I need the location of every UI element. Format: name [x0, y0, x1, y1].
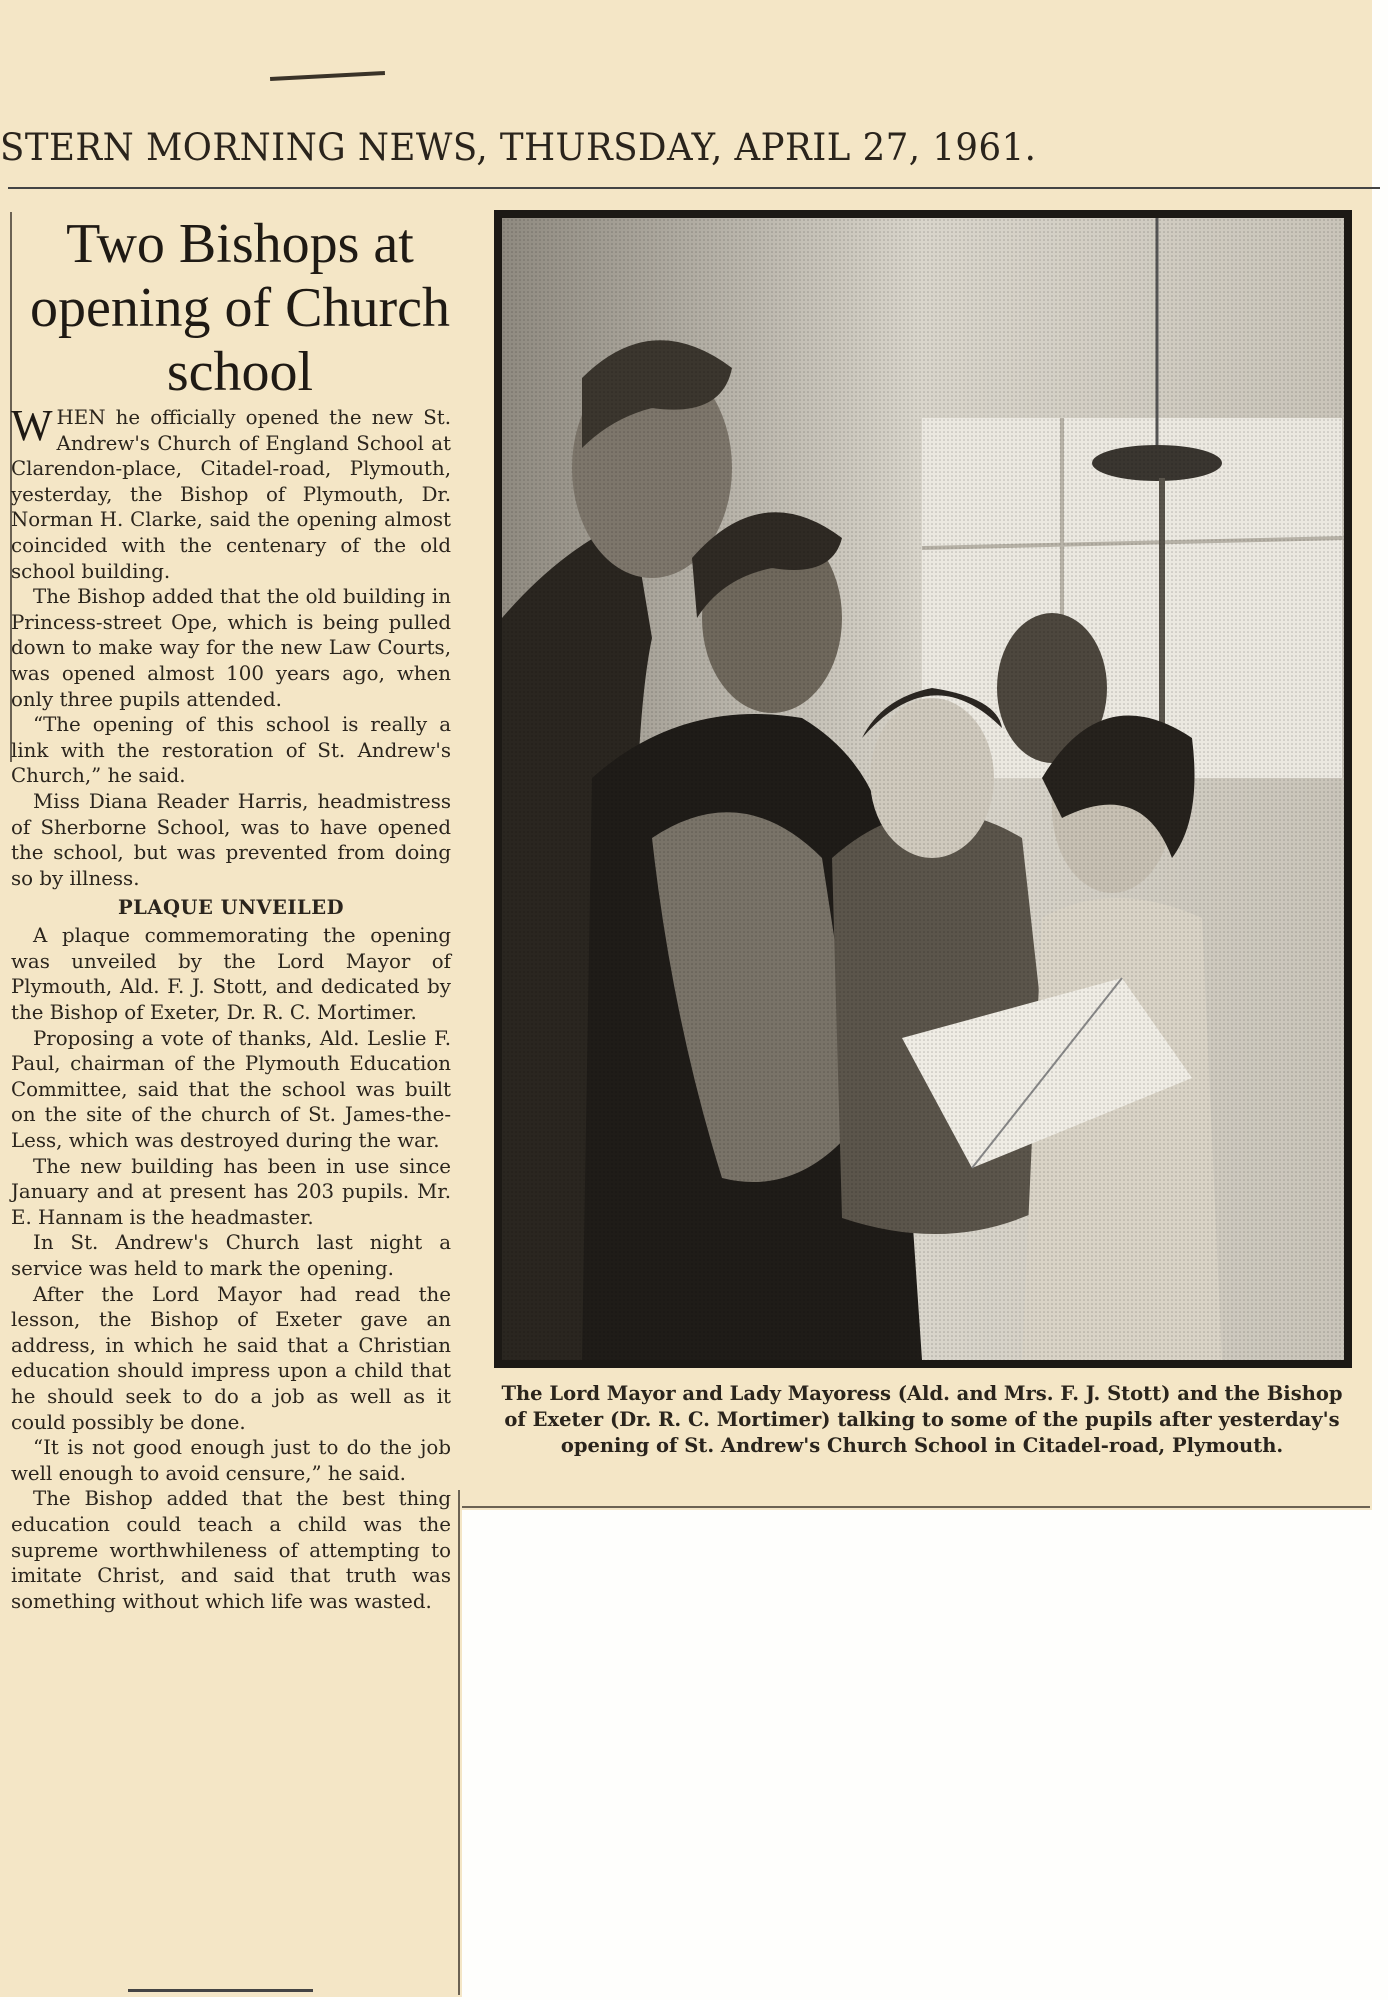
- paragraph-9: After the Lord Mayor had read the lesson, the Bishop of Exeter gave an address, in which he said that a Christian education should impress upon a child that he should seek to do a job as well as it could possibly be done.: [11, 1282, 451, 1434]
- news-photo: [494, 210, 1352, 1368]
- paragraph-10: “It is not good enough just to do the job well enough to avoid censure,” he said.: [11, 1436, 451, 1485]
- paragraph-3: “The opening of this school is really a link with the restoration of St. Andrew's Church,” he said.: [11, 713, 451, 788]
- article-body: [11, 401, 451, 1614]
- column-rule-right: [458, 1490, 460, 1995]
- paragraph-5: A plaque commemorating the opening was unveiled by the Lord Mayor of Plymouth, Ald. F. J. Stott, and dedicated by the Bishop of Exeter, Dr. R. C. Mortimer.: [11, 924, 451, 1025]
- paragraph-6: Proposing a vote of thanks, Ald. Leslie F. Paul, chairman of the Plymouth Education Committee, said that the school was built on the site of the church of St. James-the-Less, which was destroyed during the war.: [11, 1026, 451, 1153]
- drop-cap: W: [11, 401, 53, 450]
- caption-rule: [462, 1506, 1370, 1508]
- paragraph-8: In St. Andrew's Church last night a service was held to mark the opening.: [11, 1231, 451, 1280]
- paragraph-4: Miss Diana Reader Harris, headmistress of Sherborne School, was to have opened the school, but was prevented from doing so by illness.: [11, 789, 451, 890]
- paragraph-7: The new building has been in use since January and at present has 203 pupils. Mr. E. Hannam is the headmaster.: [11, 1154, 451, 1229]
- article-end-rule: [128, 1989, 313, 1992]
- paragraph-1: [11, 401, 451, 584]
- masthead-rule: [8, 187, 1380, 189]
- news-photo-image: [502, 218, 1344, 1360]
- paragraph-1-text: HEN he officially opened the new St. Andrew's Church of England School at Clarendon-place, Citadel-road, Plymouth, yesterday, the Bishop of Plymouth, Dr. Norman H. Clarke, said the opening almost coincided with the centenary of the old school building.: [11, 406, 451, 583]
- paragraph-11: The Bishop added that the best thing education could teach a child was the supreme worthwhileness of attempting to imitate Christ, and said that truth was something without which life was wasted.: [11, 1487, 451, 1613]
- paragraph-2: The Bishop added that the old building in Princess-street Ope, which is being pulled down to make way for the new Law Courts, was opened almost 100 years ago, when only three pupils attended.: [11, 585, 451, 711]
- headline: Two Bishops at opening of Church school: [30, 213, 450, 403]
- subhead: PLAQUE UNVEILED: [117, 896, 345, 920]
- masthead: STERN MORNING NEWS, THURSDAY, APRIL 27, 1961.: [0, 126, 1037, 169]
- photo-caption: The Lord Mayor and Lady Mayoress (Ald. and Mrs. F. J. Stott) and the Bishop of Exeter (Dr. R. C. Mortimer) talking to some of the pupils after yesterday's opening of St. Andrew's Church School in Citadel-road, Plymouth.: [501, 1382, 1343, 1457]
